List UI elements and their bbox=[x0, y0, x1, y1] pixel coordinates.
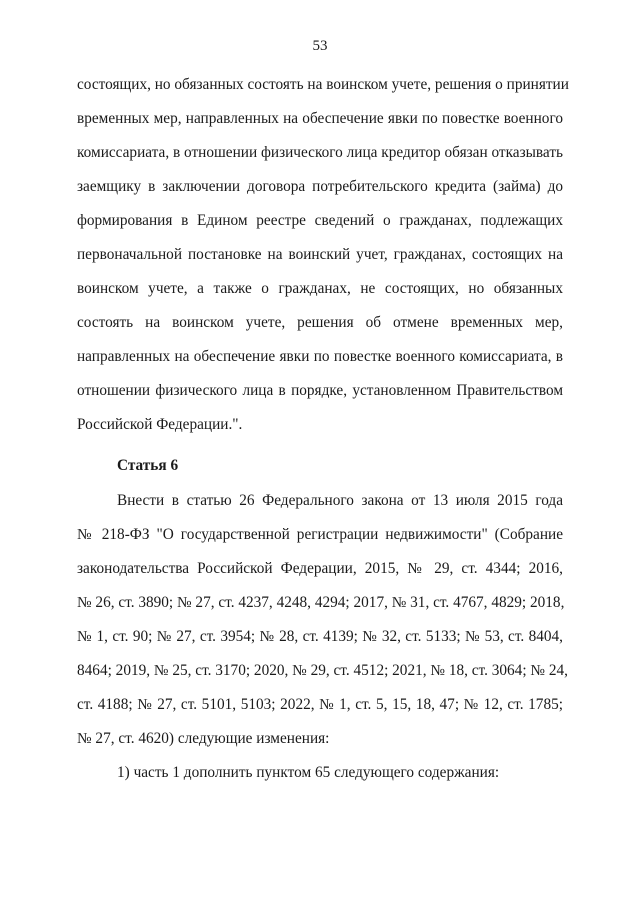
text-line: Российской Федерации.". bbox=[77, 416, 243, 433]
text-line: № 27, ст. 4620) следующие изменения: bbox=[77, 730, 330, 747]
text-line: состоящих, но обязанных состоять на воинском учете, решения о принятии bbox=[77, 76, 569, 93]
text-line: Внести в статью 26 Федерального закона от 13 июля 2015 года bbox=[117, 492, 563, 509]
text-line: состоять на воинском учете, решения об отмене временных мер, bbox=[77, 314, 563, 331]
text-line: первоначальной постановке на воинский учет, гражданах, состоящих на bbox=[77, 246, 563, 263]
article-heading: Статья 6 bbox=[117, 457, 179, 474]
text-line: воинском учете, а также о гражданах, не состоящих, но обязанных bbox=[77, 280, 563, 297]
text-line: 8464; 2019, № 25, ст. 3170; 2020, № 29, ст. 4512; 2021, № 18, ст. 3064; № 24, bbox=[77, 662, 568, 679]
text-line: законодательства Российской Федерации, 2015, № 29, ст. 4344; 2016, bbox=[77, 560, 563, 577]
text-line: комиссариата, в отношении физического лица кредитор обязан отказывать bbox=[77, 144, 563, 161]
text-line: направленных на обеспечение явки по повестке военного комиссариата, в bbox=[77, 348, 563, 365]
text-line: № 218-ФЗ "О государственной регистрации недвижимости" (Собрание bbox=[77, 526, 563, 543]
text-line: заемщику в заключении договора потребительского кредита (займа) до bbox=[77, 178, 563, 195]
text-line: ст. 4188; № 27, ст. 5101, 5103; 2022, № 1, ст. 5, 15, 18, 47; № 12, ст. 1785; bbox=[77, 696, 563, 713]
text-line: временных мер, направленных на обеспечение явки по повестке военного bbox=[77, 110, 563, 127]
text-line: отношении физического лица в порядке, установленном Правительством bbox=[77, 382, 563, 399]
page-number: 53 bbox=[312, 38, 328, 54]
text-line: № 1, ст. 90; № 27, ст. 3954; № 28, ст. 4139; № 32, ст. 5133; № 53, ст. 8404, bbox=[77, 628, 563, 645]
list-item: 1) часть 1 дополнить пунктом 65 следующего содержания: bbox=[117, 764, 500, 781]
text-line: № 26, ст. 3890; № 27, ст. 4237, 4248, 4294; 2017, № 31, ст. 4767, 4829; 2018, bbox=[77, 594, 565, 611]
text-line: формирования в Едином реестре сведений о гражданах, подлежащих bbox=[77, 212, 563, 229]
